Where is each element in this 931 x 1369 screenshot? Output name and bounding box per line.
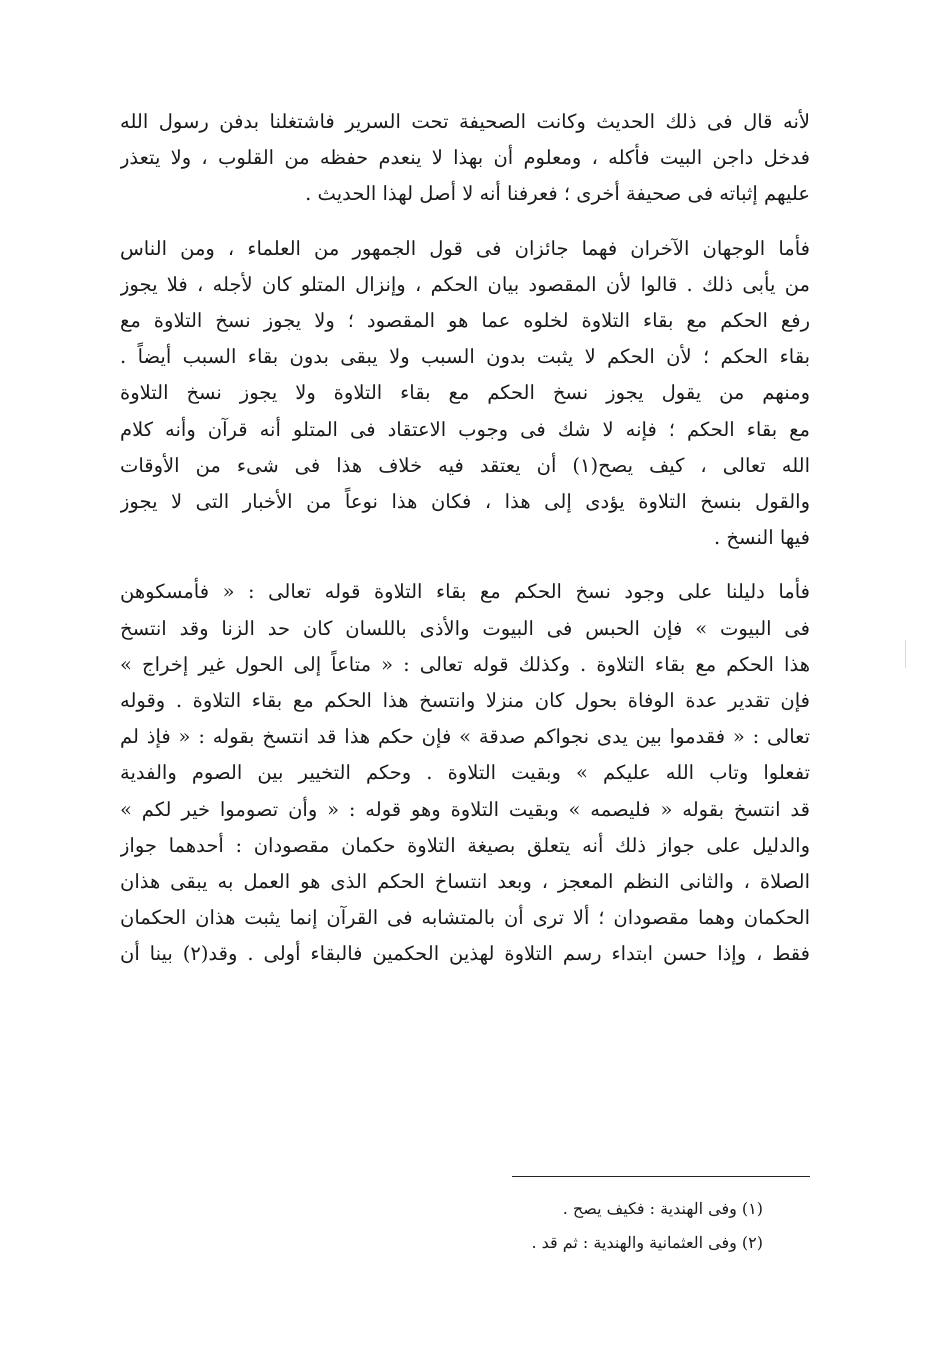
text-line: الصلاة ، والثانى النظم المعجز ، وبعد انتساخ الحكم الذى هو العمل به يبقى هذان [120,870,810,894]
text-line: ومنهم من يقول يجوز نسخ الحكم مع بقاء التلاوة ولا يجوز نسخ التلاوة [120,381,810,405]
paragraph-1 [120,104,810,213]
text-line: فقط ، وإذا حسن ابتداء رسم التلاوة لهذين الحكمين فالبقاء أولى . وقد(٢) بينا أن [120,942,810,966]
text-line: فإن تقدير عدة الوفاة بحول كان منزلا وانتسخ هذا الحكم مع بقاء التلاوة . وقوله [120,689,810,713]
text-line: بقاء الحكم ؛ لأن الحكم لا يثبت بدون السبب ولا يبقى بدون بقاء السبب أيضاً . [120,345,810,369]
footnotes [423,1192,763,1260]
text-line: لأنه قال فى ذلك الحديث وكانت الصحيفة تحت السرير فاشتغلنا بدفن رسول الله [120,110,810,133]
footnote-separator [512,1176,810,1177]
text-line: فأما دليلنا على وجود نسخ الحكم مع بقاء التلاوة قوله تعالى : « فأمسكوهن [120,580,810,604]
text-line: فيها النسخ . [714,526,810,550]
text-line: فأما الوجهان الآخران فهما جائزان فى قول الجمهور من العلماء ، ومن الناس [120,236,810,260]
paragraph-3 [120,574,810,972]
text-line: رفع الحكم مع بقاء التلاوة لخلوه عما هو المقصود ؛ ولا يجوز نسخ التلاوة مع [120,309,810,333]
text-line: والقول بنسخ التلاوة يؤدى إلى هذا ، فكان هذا نوعاً من الأخبار التى لا يجوز [120,490,810,514]
text-line: قد انتسخ بقوله « فليصمه » وبقيت التلاوة وهو قوله : « وأن تصوموا خير لكم » [120,797,810,821]
text-line: تعالى : « فقدموا بين يدى نجواكم صدقة » فإن حكم هذا قد انتسخ بقوله : « فإذ لم [120,725,810,749]
text-line: فدخل داجن البيت فأكله ، ومعلوم أن بهذا لا ينعدم حفظه من القلوب ، ولا يتعذر [120,146,810,170]
paragraph-2 [120,231,810,557]
main-text [120,104,810,973]
text-line: من يأبى ذلك . قالوا لأن المقصود بيان الحكم ، وإنزال المتلو كان لأجله ، فلا يجوز [120,272,810,296]
text-line: والدليل على جواز ذلك أنه يتعلق بصيغة التلاوة حكمان مقصودان : أحدهما جواز [120,833,810,857]
text-line: تفعلوا وتاب الله عليكم » وبقيت التلاوة . وحكم التخيير بين الصوم والفدية [120,761,810,785]
text-line: فى البيوت » فإن الحبس فى البيوت والأذى باللسان كان حد الزنا وقد انتسخ [120,616,810,640]
text-line: الله تعالى ، كيف يصح(١) أن يعتقد فيه خلاف هذا فى شىء من الأوقات [120,453,810,477]
text-line: مع بقاء الحكم ؛ فإنه لا شك فى وجوب الاعتقاد فى المتلو أنه قرآن وأنه كلام [120,417,810,441]
footnote-2: (٢) وفى العثمانية والهندية : ثم قد . [531,1233,763,1252]
scan-margin-mark [905,640,906,668]
text-line: الحكمان وهما مقصودان ؛ ألا ترى أن بالمتشابه فى القرآن إنما يثبت هذان الحكمان [120,906,810,930]
footnote-1: (١) وفى الهندية : فكيف يصح . [562,1199,763,1218]
text-line: عليهم إثباته فى صحيفة أخرى ؛ فعرفنا أنه لا أصل لهذا الحديث . [305,182,810,206]
text-line: هذا الحكم مع بقاء التلاوة . وكذلك قوله تعالى : « متاعاً إلى الحول غير إخراج » [120,652,810,676]
